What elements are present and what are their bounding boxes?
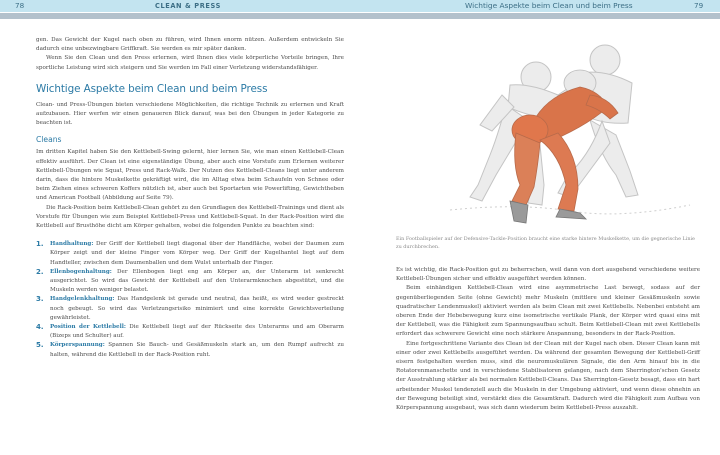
list-item bbox=[36, 341, 344, 359]
right-page-text bbox=[396, 266, 700, 413]
section-title: Wichtige Aspekte beim Clean und beim Press bbox=[36, 82, 268, 95]
list-text: Der Ellenbogen liegt eng am Körper an, der Unterarm ist senkrecht ausgerichtet. So wird das Gewicht der Kettlebell auf den Unterarmknochen abgestützt, und die Muskeln werden weniger belastet. bbox=[50, 268, 344, 294]
right-running-title: Wichtige Aspekte beim Clean und beim Press bbox=[465, 1, 633, 10]
list-text: Das Handgelenk ist gerade und neutral, das heißt, es wird weder gestreckt noch gebeugt. So wird das Verletzungsrisiko minimiert und eine korrekte Gewichtsverteilung gewährleistet. bbox=[50, 296, 344, 321]
list-term: Position der Kettlebell: bbox=[50, 324, 126, 331]
list-number: 2. bbox=[36, 267, 44, 276]
intro-paragraph: gen. Das Gewicht der Kugel nach oben zu führen, wird Ihnen enorm nützen. Außerdem entwickeln Sie dadurch eine unbezwingbare Griffkraft. Sie werden es mir später danken. bbox=[36, 37, 344, 53]
intro-paragraph: Wenn Sie den Clean und den Press erlernen, wird Ihnen dies viele körperliche Vorteile bringen, Ihre sportliche Leistung wird sich steigern und Sie werden im Fall einer Verletzung widerstandsfähiger. bbox=[36, 55, 344, 71]
list-item bbox=[36, 323, 344, 341]
section-intro: Clean- und Press-Übungen bieten verschiedene Möglichkeiten, die richtige Technik zu erlernen und Kraft aufzubauen. Hier werfen wir einen genaueren Blick darauf, was bei den Übungen in jeder Kategorie zu beachten ist. bbox=[36, 101, 344, 127]
header-divider-band bbox=[0, 13, 720, 19]
cleans-paragraph: Die Rack-Position beim Kettlebell-Clean gehört zu den Grundlagen des Kettlebell-Trainings und dient als Vorstufe für Übungen wie zum Beispiel Kettlebell-Press und Kettlebell-Squat. In der Rack-Position wird die Kettlebell auf Brusthöhe dicht am Körper gehalten, wobei die folgenden Punkte zu beachten sind: bbox=[36, 204, 344, 230]
list-term: Handgelenkhaltung: bbox=[50, 296, 115, 303]
list-number: 1. bbox=[36, 240, 44, 249]
list-item bbox=[36, 240, 344, 268]
subsection-title-cleans: Cleans bbox=[36, 135, 62, 145]
list-number: 4. bbox=[36, 323, 44, 332]
left-page bbox=[36, 36, 344, 360]
list-text: Die Kettlebell liegt auf der Rückseite des Unterarms und am Oberarm (Bizeps und Schulter) auf. bbox=[50, 324, 344, 340]
list-item bbox=[36, 295, 344, 323]
list-term: Handhaltung: bbox=[50, 241, 94, 248]
list-item bbox=[36, 268, 344, 296]
left-page-number: 78 bbox=[15, 1, 25, 10]
list-number: 5. bbox=[36, 341, 44, 350]
right-page-number: 79 bbox=[694, 1, 704, 10]
rack-position-points-list bbox=[36, 240, 344, 360]
body-paragraph: Es ist wichtig, die Rack-Position gut zu beherrschen, weil dann von dort ausgehend verschiedene weitere Kettlebell-Übungen sicher und effektiv ausgeführt werden können. bbox=[396, 267, 700, 283]
list-text: Spannen Sie Bauch- und Gesäßmuskeln stark an, um den Rumpf aufrecht zu halten, während die Kettlebell in der Rack-Position ruht. bbox=[50, 342, 344, 358]
left-running-title: CLEAN & PRESS bbox=[155, 2, 221, 10]
list-term: Körperspannung: bbox=[50, 342, 105, 349]
list-text: Der Griff der Kettlebell liegt diagonal über der Handfläche, wobei der Daumen zum Körper zeigt und der kleine Finger vom Körper weg. Der Griff der Kugelhantel liegt auf dem Handteller, zwischen dem Daumenballen und dem Wulst unterhalb der Finger. bbox=[50, 241, 344, 266]
body-paragraph: Eine fortgeschrittene Variante des Clean ist der Clean mit der Kugel nach oben. Dieser Clean kann mit einer oder zwei Kettlebells ausgeführt werden. Da während der gesamten Bewegung der Kettlebell-Griff eisern festgehalten werden muss, sind die neuromuskulären Signale, die den Arm hinauf bis in die Rotatorenmanschette und in verschiedene Stabilisatoren gelangen, nach dem Sherrington'schen Gesetz der Ausstrahlung stärker als bei normalen Kettlebell-Cleans. Das Sherrington-Gesetz besagt, dass ein hart arbeitender Muskel tendenziell auch die Muskeln in der Umgebung aktiviert, und wenn diese ohnehin an der Bewegung beteiligt sind, verstärkt dies die Gesamtkraft. Dadurch wird die Fähigkeit zum Aufbau von Körperspannung ausgebaut, was sich dann wiederum beim Kettlebell-Press auszahlt. bbox=[396, 340, 700, 412]
body-paragraph: Beim einhändigen Kettlebell-Clean wird eine asymmetrische Last bewegt, sodass auf der gegenüberliegenden Seite (ohne Gewicht) mehr Muskeln (mittlere und kleiner Gesäßmuskeln sowie quadratischer Lendenmuskel) aktiviert werden als beim Clean mit zwei Kettlebells. Nebenbei entsteht am oberen Ende der Hebebewegung kurz eine isometrische vertikale Plank, der Körper wird quasi eins mit der Kettlebell, was die Fähigkeit zum Spannungsaufbau schult. Beim Kettlebell-Clean mit zwei Kettlebells erfordert das schwerere Gewicht eine noch stärkere Anspannung, besonders in der Rack-Position. bbox=[396, 285, 700, 338]
cleans-paragraph: Im dritten Kapitel haben Sie den Kettlebell-Swing gelernt, hier lernen Sie, wie man einen Kettlebell-Clean effektiv ausführt. Der Clean ist eine eigenständige Übung, aber auch eine Vorstufe zum Erlernen weiterer Kettlebell-Übungen wie Squat, Press und Rack-Walk. Der Nutzen des Kettlebell-Cleans liegt unter anderem darin, dass die hintere Muskelkette gekräftigt wird, die im Alltag etwa beim Schaufeln von Schnee oder beim Ziehen eines schweren Koffers nützlich ist, aber auch bei Sportarten wie Powerlifting, Gewichtheben und American Football (Abbildung auf Seite 79). bbox=[36, 149, 344, 202]
figure-caption: Ein Footballspieler auf der Defensive-Tackle-Position braucht eine starke hintere Muskelkette, um die gegnerische Linie zu durchbrechen. bbox=[396, 236, 695, 250]
list-number: 3. bbox=[36, 295, 44, 304]
list-term: Ellenbogenhaltung: bbox=[50, 268, 112, 275]
football-players-muscle-illustration-icon bbox=[440, 25, 700, 233]
